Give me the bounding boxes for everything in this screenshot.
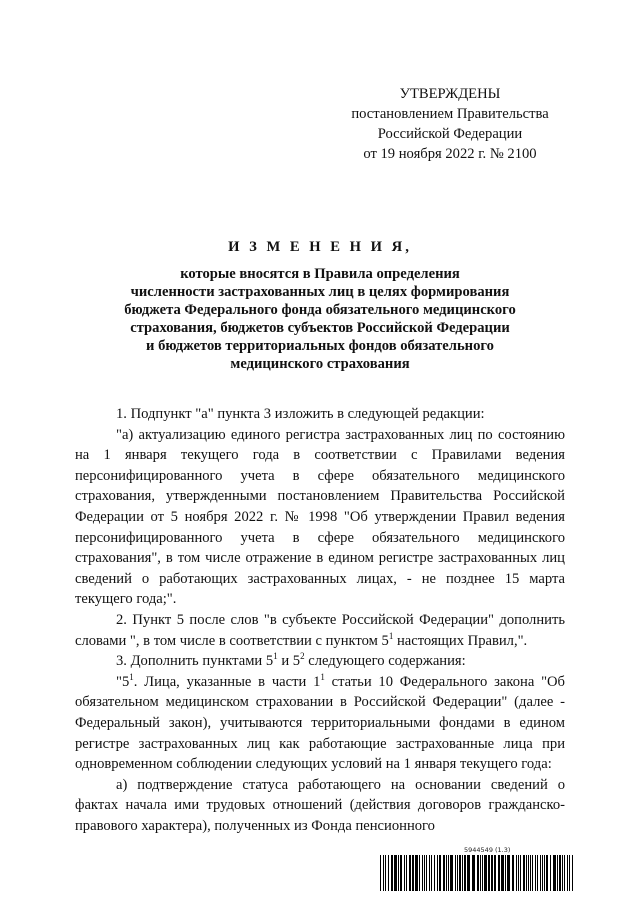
title-heading: И З М Е Н Е Н И Я, bbox=[228, 239, 412, 255]
title-subline: бюджета Федерального фонда обязательного медицинского bbox=[124, 302, 516, 318]
approval-line: Российской Федерации bbox=[377, 126, 523, 142]
superscript: 1 bbox=[129, 671, 134, 682]
title-subline: и бюджетов территориальных фондов обязательного bbox=[146, 338, 494, 354]
barcode-number: 5944549 (1.3) bbox=[464, 846, 511, 854]
superscript: 1 bbox=[320, 671, 325, 682]
document-barcode bbox=[380, 846, 575, 893]
approval-stamp bbox=[330, 84, 570, 164]
barcode-icon bbox=[380, 855, 575, 891]
document-title bbox=[60, 238, 580, 373]
paragraph-6: а) подтверждение статуса работающего на основании сведений о фактах начала ими трудовых отношений (действия договоров гражданско-правового характера), полученных из Фонда пенсионного bbox=[75, 776, 565, 834]
paragraph-3-text: 2. Пункт 5 после слов "в субъекте Российской Федерации" дополнить словами ", в том числе в соответствии с пунктом 5 bbox=[75, 611, 565, 649]
paragraph-3 bbox=[75, 610, 565, 651]
title-subline: численности застрахованных лиц в целях формирования bbox=[130, 284, 510, 300]
title-subline: которые вносятся в Правила определения bbox=[180, 266, 460, 282]
approval-line: постановлением Правительства bbox=[351, 106, 549, 122]
paragraph-1: 1. Подпункт "а" пункта 3 изложить в следующей редакции: bbox=[116, 406, 485, 422]
paragraph-5 bbox=[75, 672, 565, 775]
paragraph-2: "а) актуализацию единого регистра застрахованных лиц по состоянию на 1 января текущего года в соответствии с Правилами ведения персонифицированного учета в сфере обязательного медицинского страхования, утвержденными постановлением Правительства Российской Федерации от 5 ноября 2022 г. № 1998 "Об утверждении Правил ведения персонифицированного учета в сфере обязательного медицинского страхования", в том числе отражение в едином регистре застрахованных лиц сведений о работающих застрахованных лицах, - не позднее 15 марта текущего года;". bbox=[75, 426, 565, 608]
paragraph-3-text-end: настоящих Правил,". bbox=[393, 632, 528, 649]
title-subline: страхования, бюджетов субъектов Российской Федерации bbox=[130, 320, 510, 336]
superscript: 2 bbox=[300, 651, 305, 662]
approval-heading: УТВЕРЖДЕНЫ bbox=[399, 86, 501, 102]
approval-date: от 19 ноября 2022 г. № 2100 bbox=[363, 146, 537, 162]
superscript: 1 bbox=[388, 630, 394, 641]
superscript: 1 bbox=[273, 651, 278, 662]
paragraph-4-text: 3. Дополнить пунктами 5 bbox=[116, 653, 274, 670]
paragraph-5-text-mid: . Лица, указанные в части 1 bbox=[133, 673, 321, 690]
paragraph-4 bbox=[75, 651, 565, 672]
paragraph-4-text-mid: и 5 bbox=[277, 653, 301, 670]
title-subline: медицинского страхования bbox=[230, 356, 410, 372]
paragraph-5-text-end: статьи 10 Федерального закона "Об обязательном медицинском страховании в Российской Федерации" (далее - Федеральный закон), учитываются территориальными фондами в едином регистре застрахованных лиц как работающие застрахованные лица при одновременном соблюдении следующих условий на 1 января текущего года: bbox=[75, 673, 565, 773]
document-body bbox=[75, 404, 565, 836]
paragraph-5-text: "5 bbox=[116, 673, 130, 690]
paragraph-4-text-end: следующего содержания: bbox=[304, 653, 466, 670]
